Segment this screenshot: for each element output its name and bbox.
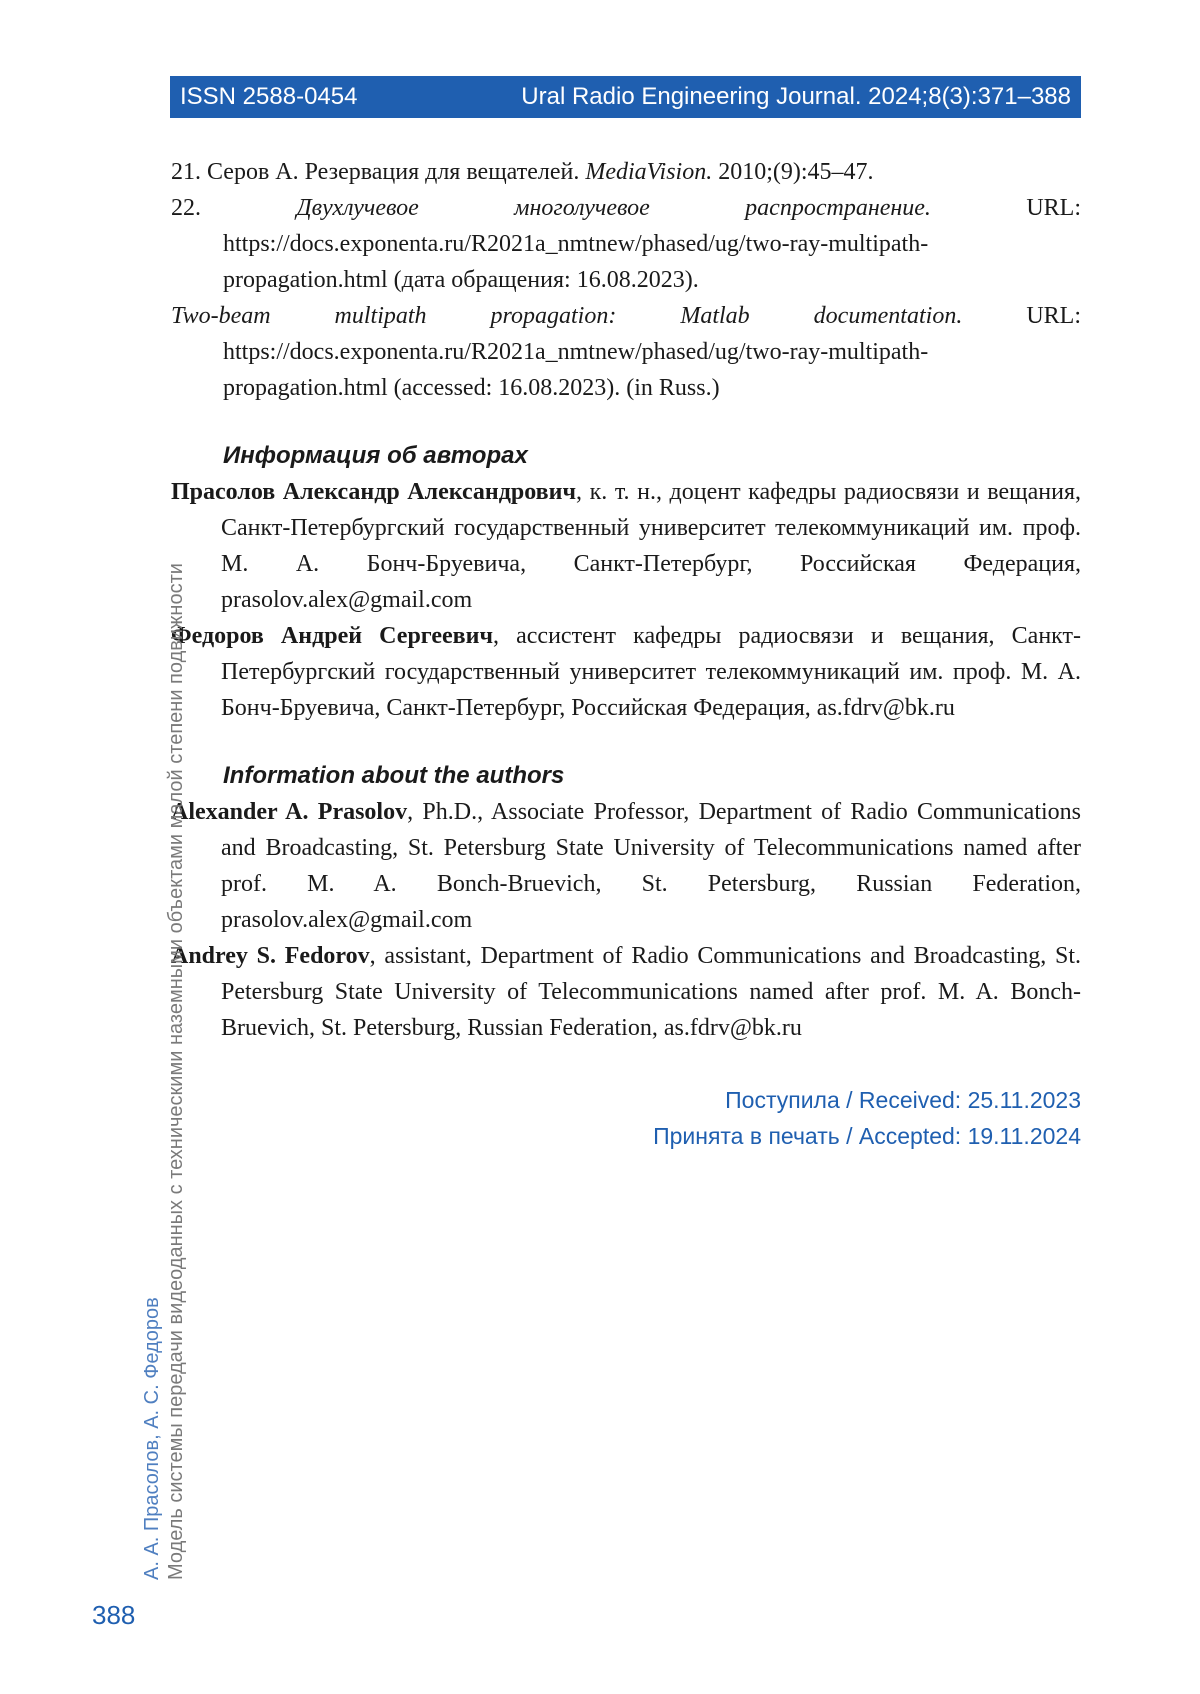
reference-details: 2010;(9):45–47.: [712, 159, 874, 185]
author-ru-1: [171, 474, 1081, 618]
author-affiliation: , к. т. н., доцент кафедры радиосвязи и вещания, Санкт-Петербургский государственный университет телекоммуникаций им. проф. М. А. Бонч-Бруевича, Санкт-Петербург, Российская Федерация, prasolov.alex@gmail.com: [221, 479, 1082, 613]
author-name: Федоров Андрей Сергеевич: [171, 623, 493, 649]
reference-source: MediaVision.: [585, 159, 713, 185]
reference-details: URL: https://docs.exponenta.ru/R2021a_nmtnew/phased/ug/two-ray-multipath-propagation.html (accessed: 16.08.2023). (in Russ.): [223, 303, 1081, 401]
authors-ru-heading: Информация об авторах: [223, 442, 528, 469]
page-number: 388: [92, 1600, 136, 1630]
reference-22: [171, 190, 1081, 298]
journal-citation: Ural Radio Engineering Journal. 2024;8(3):371–388: [521, 83, 1071, 110]
reference-authors: Серов А. Резервация для вещателей.: [207, 159, 586, 185]
author-name: Andrey S. Fedorov: [171, 943, 370, 969]
author-en-2: [171, 938, 1081, 1046]
author-en-1: [171, 794, 1081, 938]
author-affiliation: , Ph.D., Associate Professor, Department of Radio Communications and Broadcasting, St. Petersburg State University of Telecommunications named after prof. M. A. Bonch-Bruevich, St. Petersburg, Russian Federation, prasolov.alex@gmail.com: [221, 799, 1082, 933]
issn-label: ISSN 2588-0454: [180, 83, 358, 110]
reference-title: Двухлучевое многолучевое распространение.: [296, 195, 931, 221]
article-dates: [171, 1082, 1081, 1154]
reference-title: Two-beam multipath propagation: Matlab documentation.: [171, 303, 963, 329]
page-content: [171, 154, 1081, 1154]
author-affiliation: , assistant, Department of Radio Communications and Broadcasting, St. Petersburg State University of Telecommunications named after prof. M. A. Bonch-Bruevich, St. Petersburg, Russian Federation, as.fdrv@bk.ru: [221, 943, 1081, 1041]
author-name: Alexander A. Prasolov: [171, 799, 408, 825]
reference-22-translation: [171, 298, 1081, 406]
running-title-sidebar: [140, 450, 188, 1580]
author-ru-2: [171, 618, 1081, 726]
reference-21: [171, 154, 1081, 190]
author-name: Прасолов Александр Александрович: [171, 479, 576, 505]
author-affiliation: , ассистент кафедры радиосвязи и вещания, Санкт-Петербургский государственный университет телекоммуникаций им. проф. М. А. Бонч-Бруевича, Санкт-Петербург, Российская Федерация, as.fdrv@bk.ru: [221, 623, 1081, 721]
received-date: Поступила / Received: 25.11.2023: [725, 1087, 1081, 1113]
reference-details: URL: https://docs.exponenta.ru/R2021a_nmtnew/phased/ug/two-ray-multipath-propagation.html (дата обращения: 16.08.2023).: [223, 195, 1082, 293]
running-title: Модель системы передачи видеоданных с техническими наземными объектами малой степени подвижности: [165, 563, 187, 1580]
reference-number: 21.: [171, 159, 207, 185]
authors-en-heading: Information about the authors: [223, 762, 565, 789]
accepted-date: Принята в печать / Accepted: 19.11.2024: [653, 1123, 1081, 1149]
reference-number: 22.: [171, 195, 297, 221]
journal-header-bar: [170, 76, 1081, 118]
running-authors: А. А. Прасолов, А. С. Федоров: [141, 1297, 163, 1580]
